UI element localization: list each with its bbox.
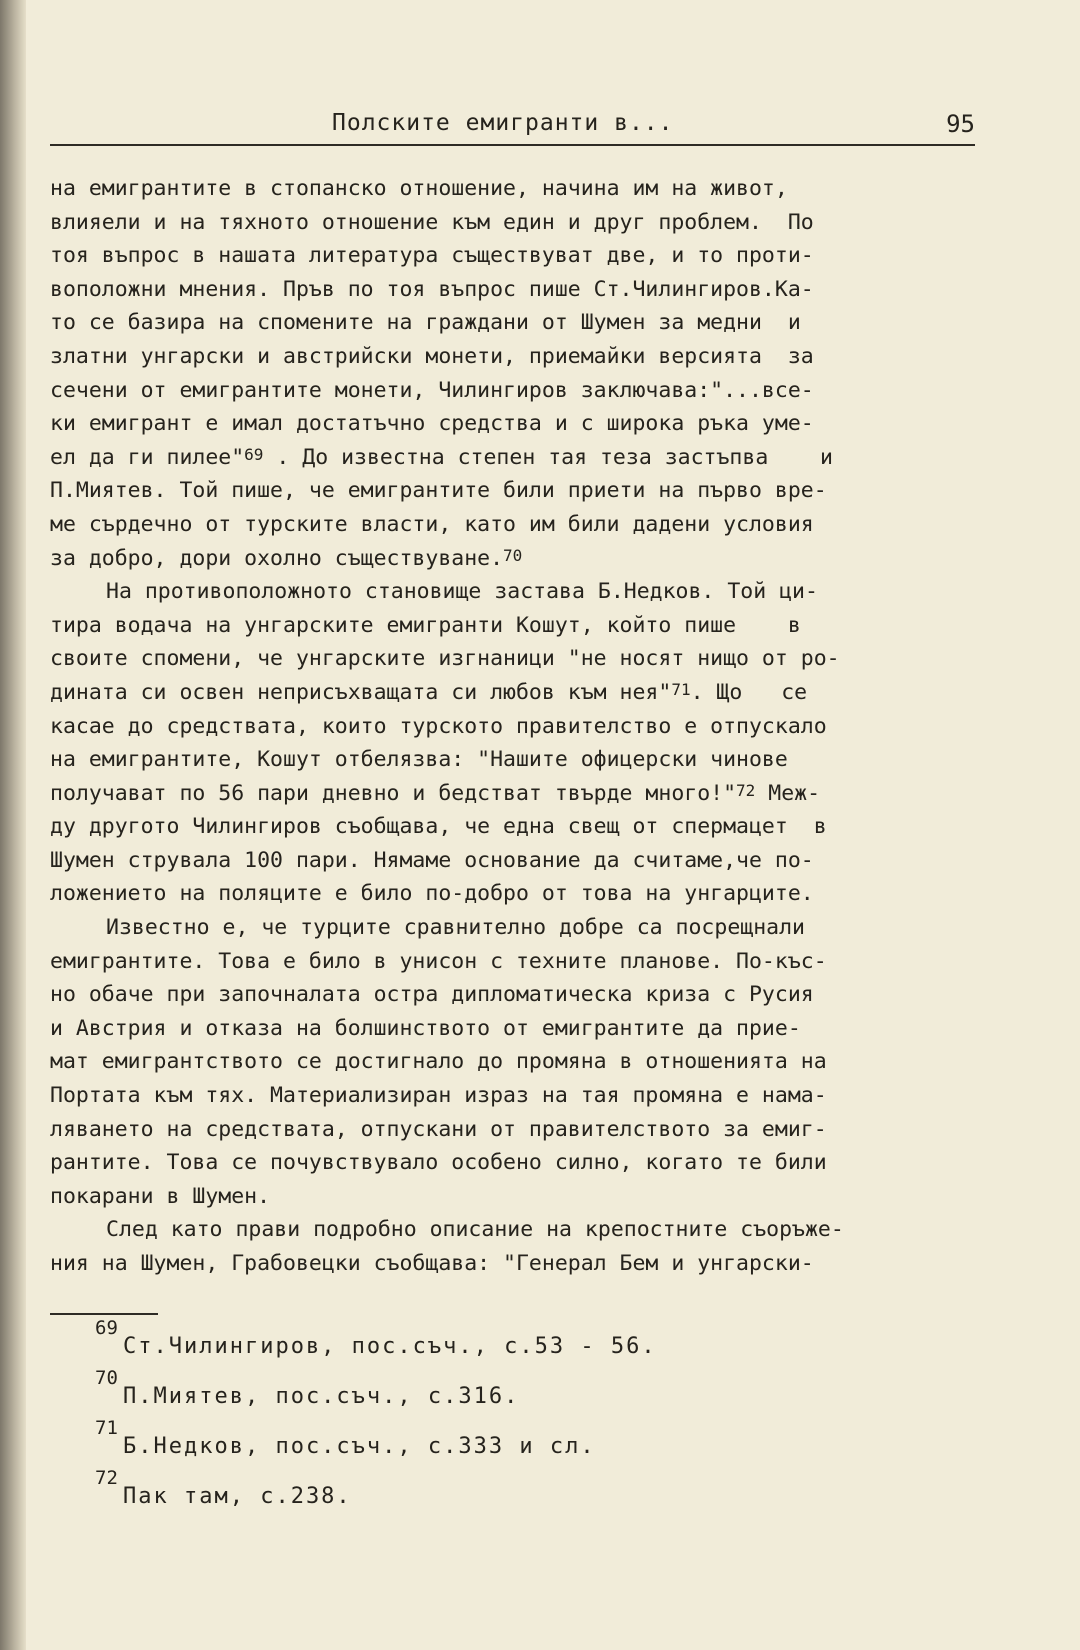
text-line-content: златни унгарски и австрийски монети, приемайки версията за: [50, 343, 814, 369]
text-line: [50, 1247, 990, 1281]
text-line-content: Известно е, че турците сравнително добре са посрещнали: [106, 915, 805, 941]
footnote: [95, 1318, 795, 1368]
text-line: [50, 206, 990, 240]
footnotes: [95, 1318, 795, 1518]
text-line: [50, 306, 990, 340]
text-line: [50, 844, 990, 878]
footnote-text: Ст.Чилингиров, пос.съч., с.53 - 56.: [123, 1334, 657, 1359]
footnote-reference: 69: [244, 444, 264, 464]
text-line-content: касае до средствата, които турското правителство е отпускало: [50, 713, 827, 739]
text-line: [50, 273, 990, 307]
footnote: [95, 1368, 795, 1418]
text-line: [50, 542, 990, 576]
text-line: [50, 877, 990, 911]
text-line-content: Портата към тях. Материализиран израз на тая промяна е нама-: [50, 1083, 827, 1109]
text-line: [50, 441, 990, 475]
text-line-content: ду другото Чилингиров съобщава, че една свещ от спермацет в: [50, 814, 827, 840]
text-line-content: мат емигрантството се достигнало до промяна в отношенията на: [50, 1049, 827, 1075]
text-line: [50, 1045, 990, 1079]
text-line-content: След като прави подробно описание на крепостните съоръже-: [106, 1217, 844, 1243]
text-line-content: воположни мнения. Пръв по тоя въпрос пише Ст.Чилингиров.Ка-: [50, 276, 814, 302]
text-line: [50, 374, 990, 408]
footnote-text: Б.Недков, пос.съч., с.333 и сл.: [123, 1434, 596, 1459]
text-line: [50, 978, 990, 1012]
text-line: [50, 609, 990, 643]
footnote-reference: 71: [671, 679, 691, 699]
text-line-continuation: Меж-: [755, 780, 821, 806]
page-number: 95: [946, 110, 975, 138]
text-line: [50, 340, 990, 374]
text-line: [50, 777, 990, 811]
text-line: [50, 508, 990, 542]
text-line-content: емигрантите. Това е било в унисон с техните планове. По-къс-: [50, 948, 827, 974]
text-line: [50, 172, 990, 206]
text-line-content: ме сърдечно от турските власти, като им били дадени условия: [50, 511, 814, 537]
text-line-content: рантите. Това се почувствувало особено силно, когато те били: [50, 1150, 827, 1176]
text-line-content: покарани в Шумен.: [50, 1183, 271, 1209]
body-text: [50, 172, 990, 1281]
footnote: [95, 1418, 795, 1468]
text-line-content: за добро, дори охолно съществуване.: [50, 545, 504, 571]
text-line-content: ки емигрант е имал достатъчно средства и с широка ръка уме-: [50, 411, 814, 437]
text-line-content: тоя въпрос в нашата литература съществуват две, и то проти-: [50, 243, 814, 269]
text-line: [50, 945, 990, 979]
text-line-content: на емигрантите, Кошут отбелязва: "Нашите офицерски чинове: [50, 747, 788, 773]
footnote-number: 69: [95, 1317, 118, 1339]
text-line-content: На противоположното становище застава Б.Недков. Той ци-: [106, 579, 818, 605]
text-line-continuation: . Що се: [690, 679, 808, 705]
text-line: [50, 1113, 990, 1147]
text-line-continuation: . До известна степен тая теза застъпва и: [263, 444, 833, 470]
header-rule: [50, 144, 975, 146]
text-line-content: тира водача на унгарските емигранти Кошут, който пише в: [50, 612, 801, 638]
text-line-content: получават по 56 пари дневно и бедстват твърде много!": [50, 780, 737, 806]
text-line: [50, 642, 990, 676]
text-line: [50, 239, 990, 273]
text-line: [50, 407, 990, 441]
text-line: [50, 710, 990, 744]
footnote-number: 72: [95, 1467, 118, 1489]
text-line: [50, 676, 990, 710]
page-binding-edge: [0, 0, 26, 1650]
text-line-content: ляването на средствата, отпускани от правителството за емиг-: [50, 1116, 827, 1142]
text-line: [50, 810, 990, 844]
footnote-separator: [50, 1313, 158, 1315]
footnote-number: 70: [95, 1367, 118, 1389]
text-line: [50, 1180, 990, 1214]
text-line-content: то се базира на спомените на граждани от Шумен за медни и: [50, 310, 801, 336]
text-line: [50, 1079, 990, 1113]
text-line: [50, 1213, 990, 1247]
text-line-content: дината си освен неприсъхващата си любов към нея": [50, 679, 672, 705]
text-line-content: влияели и на тяхното отношение към един и друг проблем. По: [50, 209, 814, 235]
text-line-content: Шумен струвала 100 пари. Нямаме основание да считаме,че по-: [50, 847, 814, 873]
running-title: Полските емигранти в...: [332, 110, 674, 136]
footnote-text: Пак там, с.238.: [123, 1484, 352, 1509]
text-line-content: ел да ги пилее": [50, 444, 245, 470]
text-line: [50, 743, 990, 777]
footnote: [95, 1468, 795, 1518]
text-line: [50, 575, 990, 609]
text-line-content: на емигрантите в стопанско отношение, начина им на живот,: [50, 176, 788, 201]
text-line-content: ложението на поляците е било по-добро от това на унгарците.: [50, 881, 814, 907]
text-line-content: сечени от емигрантите монети, Чилингиров заключава:"...все-: [50, 377, 814, 403]
footnote-reference: 72: [736, 780, 756, 800]
text-line-content: П.Миятев. Той пише, че емигрантите били приети на първо вре-: [50, 478, 827, 504]
text-line-content: своите спомени, че унгарските изгнаници "не носят нищо от ро-: [50, 646, 840, 672]
footnote-text: П.Миятев, пос.съч., с.316.: [123, 1384, 520, 1409]
text-line: [50, 1012, 990, 1046]
text-line-content: ния на Шумен, Грабовецки съобщава: "Генерал Бем и унгарски-: [50, 1251, 814, 1276]
text-line-content: и Австрия и отказа на болшинството от емигрантите да прие-: [50, 1015, 801, 1041]
footnote-reference: 70: [503, 545, 523, 565]
page-header: [50, 108, 975, 148]
footnote-number: 71: [95, 1417, 118, 1439]
text-line: [50, 1146, 990, 1180]
text-line: [50, 474, 990, 508]
text-line-content: но обаче при започналата остра дипломатическа криза с Русия: [50, 982, 814, 1008]
text-line: [50, 911, 990, 945]
